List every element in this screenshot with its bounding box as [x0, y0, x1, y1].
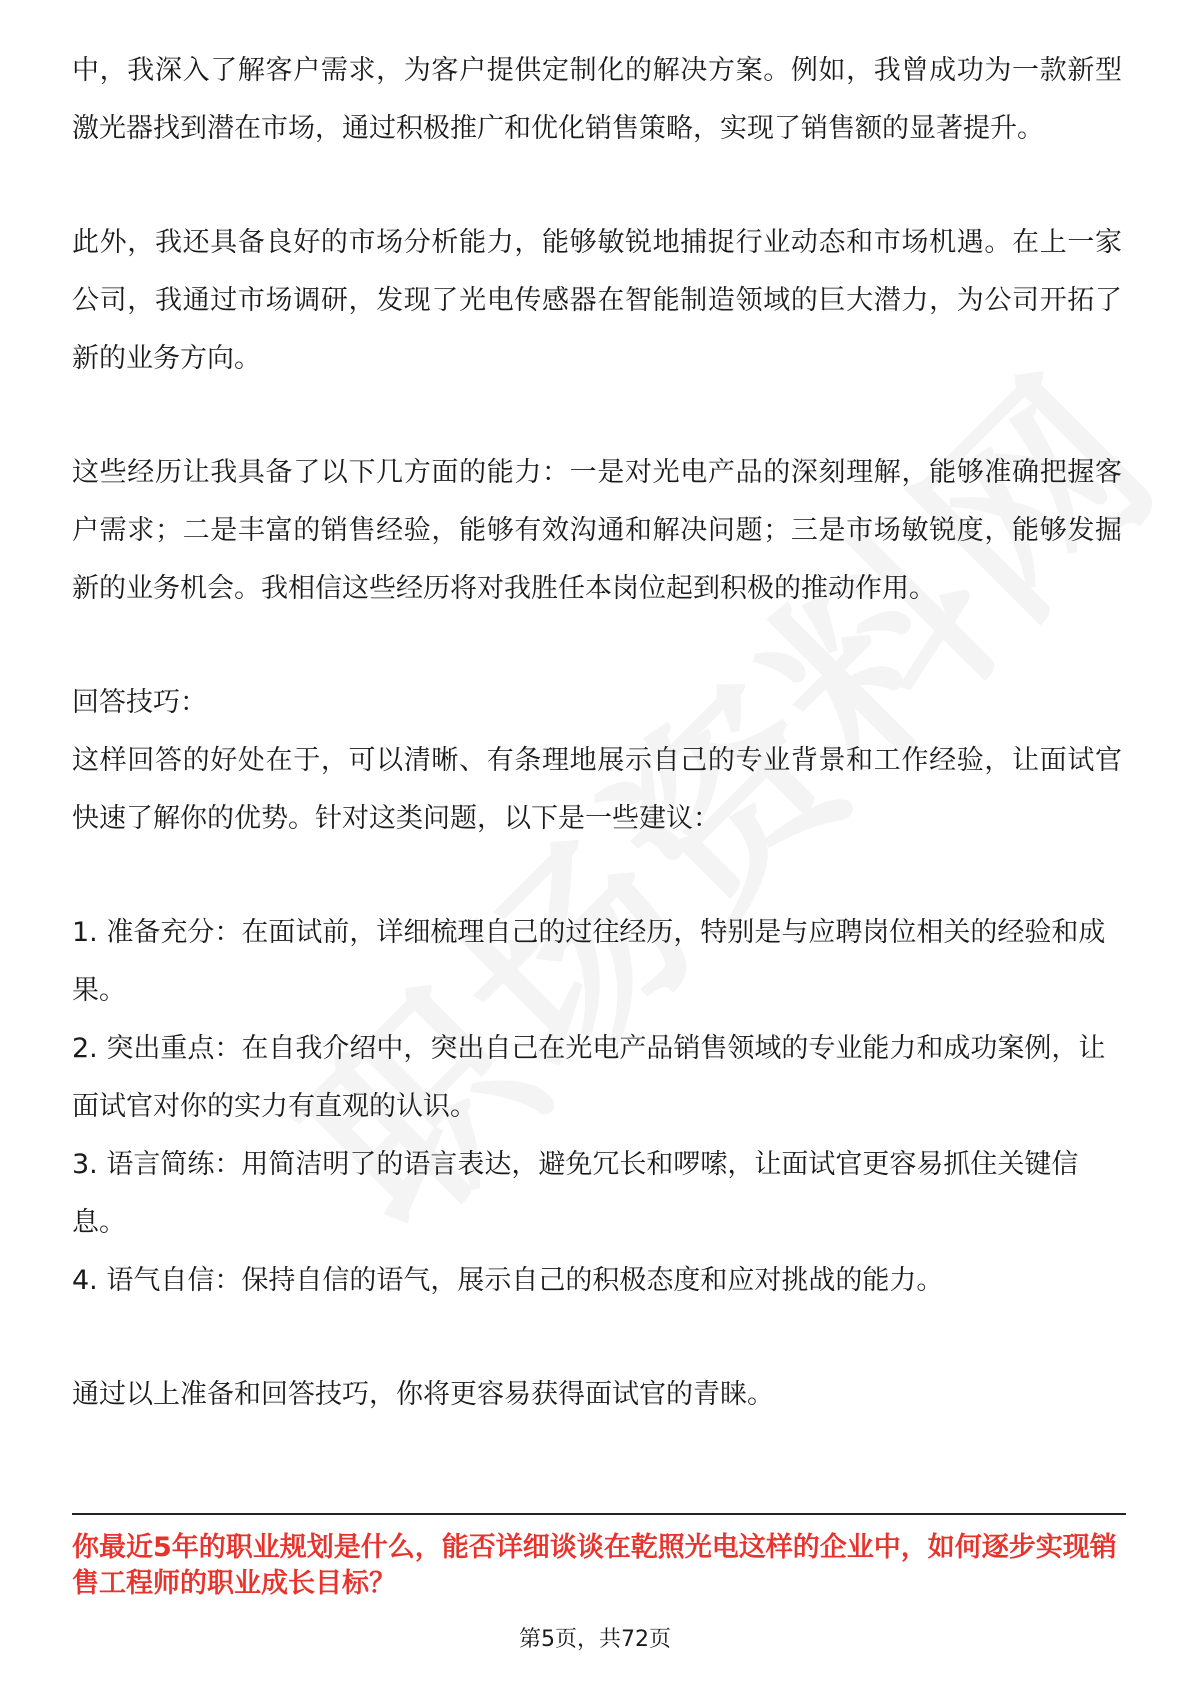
section-divider — [72, 1513, 1126, 1515]
tips-intro: 这样回答的好处在于，可以清晰、有条理地展示自己的专业背景和工作经验，让面试官快速了解你的优势。针对这类问题，以下是一些建议： — [72, 745, 1122, 834]
tips-heading: 回答技巧： — [72, 687, 207, 718]
spacer — [72, 618, 1122, 674]
document-body — [72, 42, 1122, 1424]
paragraph-3: 这些经历让我具备了以下几方面的能力：一是对光电产品的深刻理解，能够准确把握客户需求；二是丰富的销售经验，能够有效沟通和解决问题；三是市场敏锐度，能够发掘新的业务机会。我相信这些经历将对我胜任本岗位起到积极的推动作用。 — [72, 457, 1122, 604]
tip-item-2: 2. 突出重点：在自我介绍中，突出自己在光电产品销售领域的专业能力和成功案例，让面试官对你的实力有直观的认识。 — [72, 1033, 1106, 1122]
paragraph-2: 此外，我还具备良好的市场分析能力，能够敏锐地捕捉行业动态和市场机遇。在上一家公司，我通过市场调研，发现了光电传感器在智能制造领域的巨大潜力，为公司开拓了新的业务方向。 — [72, 227, 1122, 374]
spacer — [72, 848, 1122, 904]
tip-item-1: 1. 准备充分：在面试前，详细梳理自己的过往经历，特别是与应聘岗位相关的经验和成果。 — [72, 917, 1106, 1006]
spacer — [72, 158, 1122, 214]
next-question-heading: 你最近5年的职业规划是什么，能否详细谈谈在乾照光电这样的企业中，如何逐步实现销售工程师的职业成长目标？ — [72, 1532, 1117, 1599]
paragraph-1: 中，我深入了解客户需求，为客户提供定制化的解决方案。例如，我曾成功为一款新型激光器找到潜在市场，通过积极推广和优化销售策略，实现了销售额的显著提升。 — [72, 55, 1122, 144]
spacer — [72, 388, 1122, 444]
tip-item-4: 4. 语气自信：保持自信的语气，展示自己的积极态度和应对挑战的能力。 — [72, 1265, 944, 1296]
tip-item-3: 3. 语言简练：用简洁明了的语言表达，避免冗长和啰嗦，让面试官更容易抓住关键信息。 — [72, 1149, 1079, 1238]
spacer — [72, 1310, 1122, 1366]
page-number: 第5页，共72页 — [519, 1627, 671, 1652]
tips-conclusion: 通过以上准备和回答技巧，你将更容易获得面试官的青睐。 — [72, 1379, 774, 1410]
